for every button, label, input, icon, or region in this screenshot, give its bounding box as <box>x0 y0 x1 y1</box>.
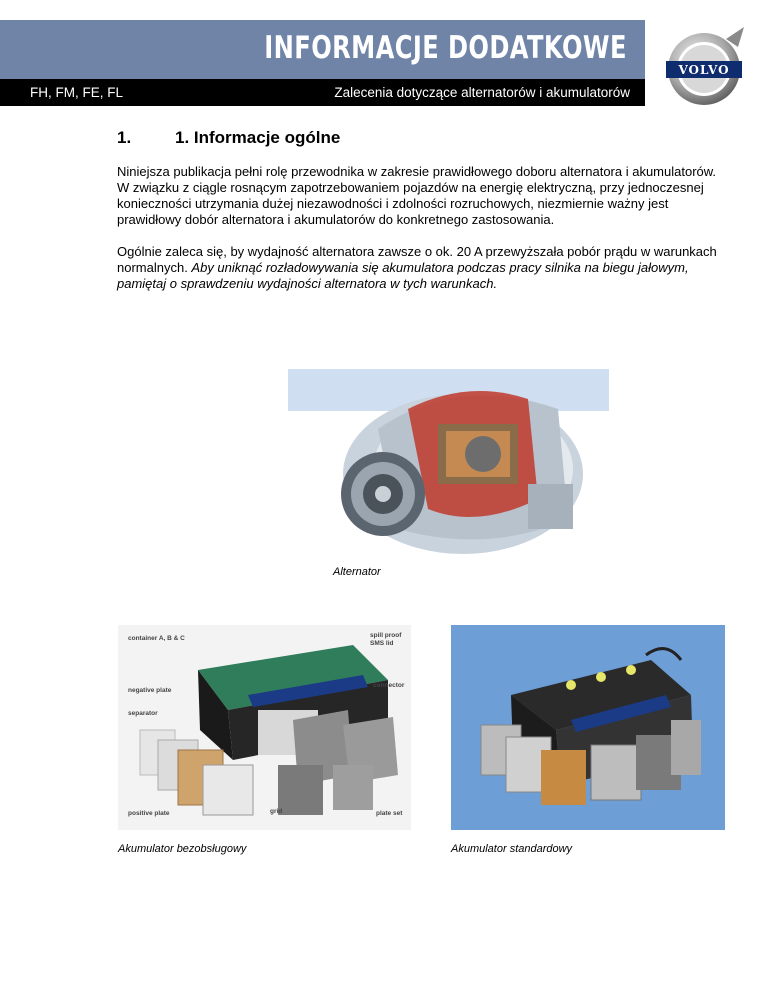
svg-text:plate set: plate set <box>376 810 403 817</box>
paragraph-1a: Niniejsza publikacja pełni rolę przewodnika w zakresie prawidłowego doboru alternatora i akumulatorów. <box>117 164 717 179</box>
battery-standard-image <box>451 625 725 830</box>
svg-text:SMS lid: SMS lid <box>370 640 394 647</box>
paragraph-2-italic: Aby uniknąć rozładowywania się akumulatora podczas pracy silnika na biegu jałowym, pamiętaj o sprawdzeniu wydajności alternatora w tych warunkach. <box>117 260 689 291</box>
section-title: 1. Informacje ogólne <box>175 128 341 147</box>
svg-text:VOLVO: VOLVO <box>678 63 730 77</box>
battery2-caption: Akumulator standardowy <box>451 843 573 855</box>
svg-text:connector: connector <box>373 682 405 689</box>
svg-text:grid: grid <box>270 808 283 815</box>
svg-text:negative plate: negative plate <box>128 687 172 694</box>
alternator-caption: Alternator <box>333 566 381 578</box>
header-subbar <box>0 79 645 106</box>
battery1-caption: Akumulator bezobsługowy <box>118 843 247 855</box>
svg-text:positive plate: positive plate <box>128 810 170 817</box>
volvo-logo <box>664 25 748 109</box>
header-models: FH, FM, FE, FL <box>30 85 123 100</box>
header-title: INFORMACJE DODATKOWE <box>264 30 627 66</box>
svg-text:separator: separator <box>128 710 158 717</box>
section-heading <box>117 128 340 148</box>
paragraph-1b: W związku z ciągle rosnącym zapotrzebowaniem pojazdów na energię elektryczną, przy jednoczesnej konieczności utrzymania dużej niezawodności i zdolności rozruchowych, niezmiernie ważny jest prawidłowy dobór alternatora i akumulatorów do konkretnego zastosowania. <box>117 180 704 227</box>
paragraph-2-normal: Ogólnie zaleca się, by wydajność alternatora zawsze o ok. 20 A przewyższała pobór prądu w warunkach normalnych. <box>117 244 717 275</box>
alternator-image <box>288 369 609 569</box>
battery-maintenance-free-image <box>118 625 411 830</box>
svg-text:spill proof: spill proof <box>370 632 402 639</box>
body-text <box>117 164 717 292</box>
section-number: 1. <box>117 128 132 147</box>
header-subject: Zalecenia dotyczące alternatorów i akumulatorów <box>334 85 630 100</box>
svg-text:container A, B & C: container A, B & C <box>128 635 185 642</box>
paragraph-2 <box>117 244 717 292</box>
